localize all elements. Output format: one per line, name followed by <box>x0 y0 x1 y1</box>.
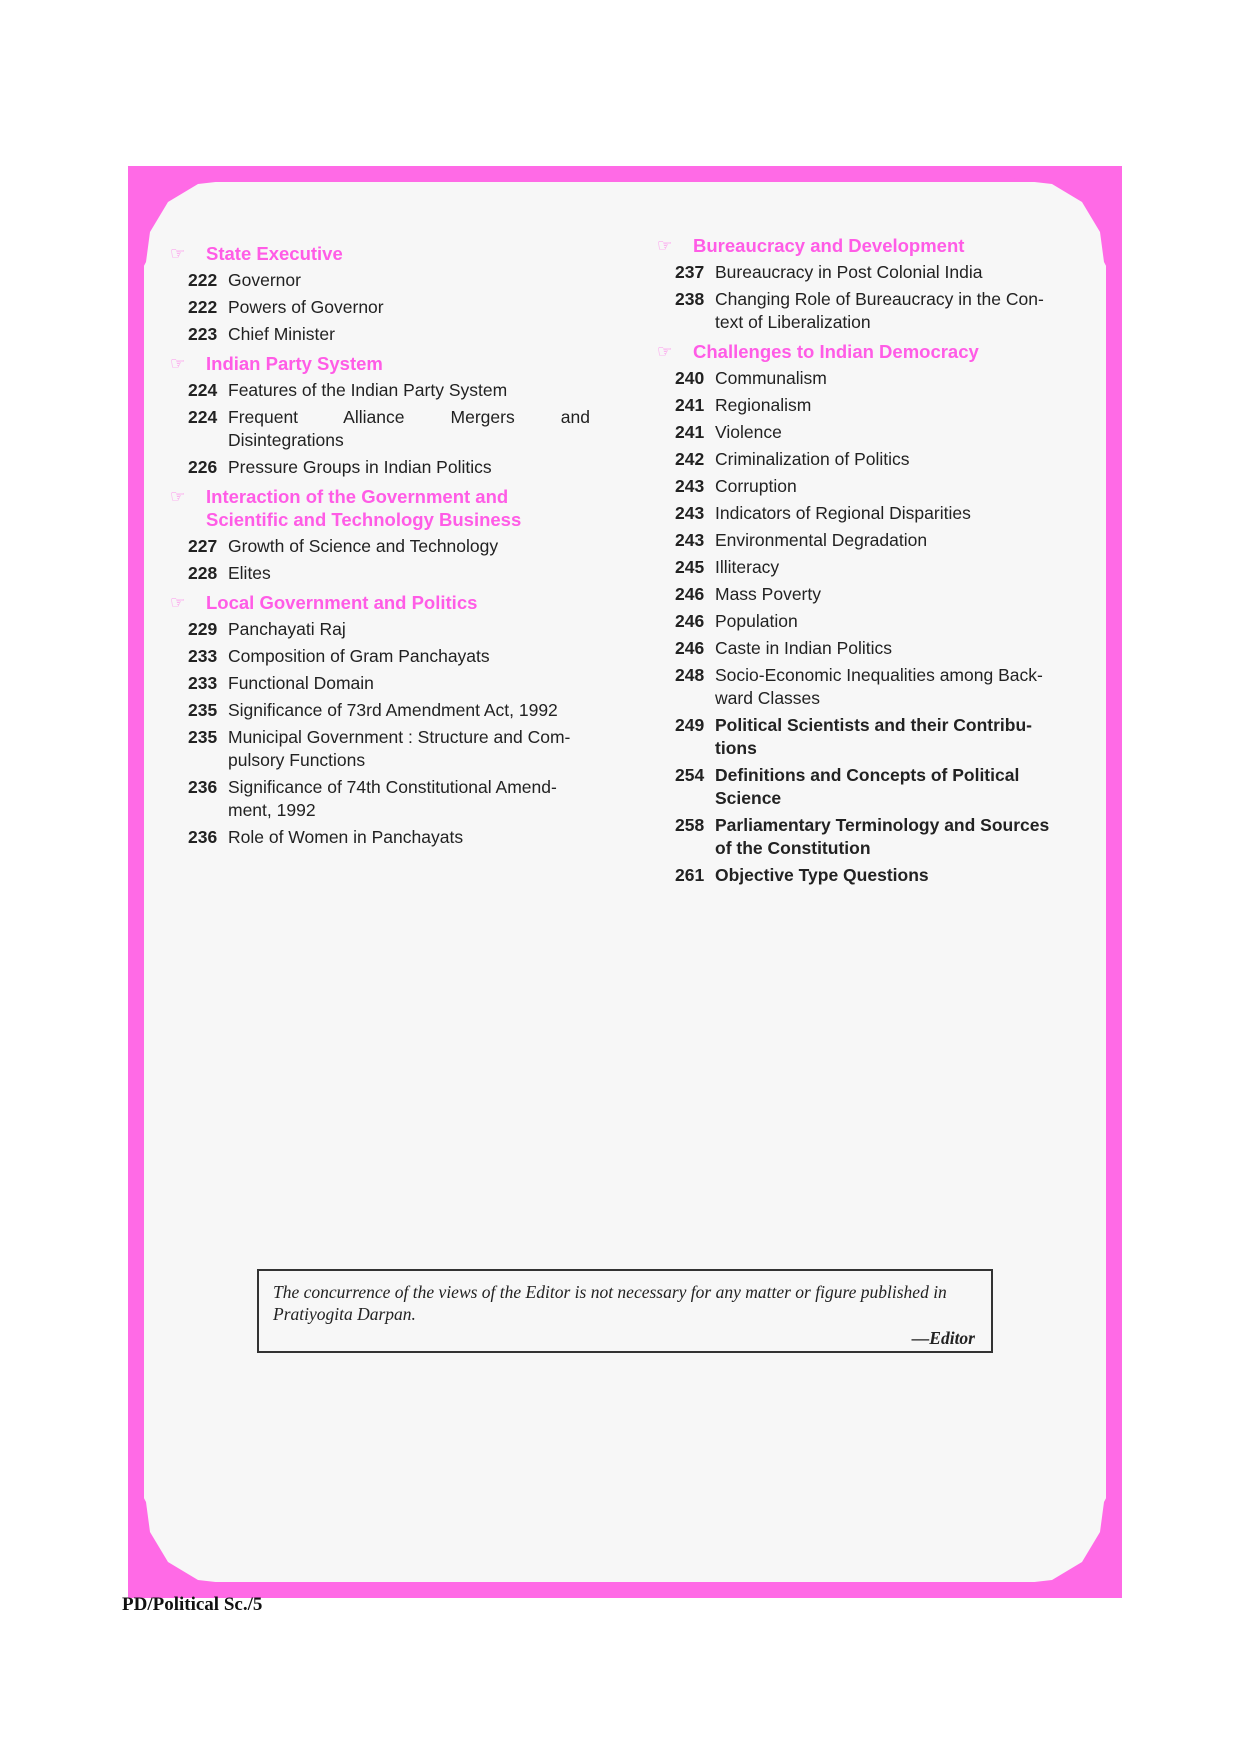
toc-entry[interactable] <box>675 502 1069 525</box>
toc-entry[interactable] <box>675 288 1069 334</box>
editor-signature: —Editor <box>911 1328 975 1348</box>
toc-section-heading[interactable] <box>657 234 1069 257</box>
editor-notice-text: The concurrence of the views of the Editor is not necessary for any matter or figure published in Pratiyogita Darpan. <box>273 1282 947 1324</box>
toc-page-number: 241 <box>675 422 705 442</box>
toc-entry-title: Regionalism <box>715 395 812 415</box>
toc-section-title: Bureaucracy and Development <box>693 235 965 256</box>
toc-page-number: 238 <box>675 289 705 309</box>
toc-entry-title: Violence <box>715 422 782 442</box>
pointing-hand-icon: ☞ <box>657 236 673 255</box>
toc-entry[interactable] <box>188 699 590 722</box>
toc-entry-title: Governor <box>228 270 301 290</box>
pointing-hand-icon: ☞ <box>170 593 186 612</box>
toc-entry-title: Significance of 73rd Amendment Act, 1992 <box>228 700 558 720</box>
toc-page-number: 227 <box>188 536 218 556</box>
toc-entry[interactable] <box>675 664 1069 710</box>
toc-entry[interactable] <box>188 296 590 319</box>
toc-entry-title: Composition of Gram Panchayats <box>228 646 490 666</box>
toc-entry-title: Indicators of Regional Disparities <box>715 503 971 523</box>
toc-page-number: 243 <box>675 530 705 550</box>
toc-page-number: 248 <box>675 665 705 685</box>
toc-entry-title: Chief Minister <box>228 324 335 344</box>
corner-ornament-bottom-left <box>128 1468 258 1598</box>
toc-entry[interactable] <box>188 456 590 479</box>
toc-entry[interactable] <box>675 529 1069 552</box>
toc-entry-title: Mass Poverty <box>715 584 821 604</box>
toc-entry-title: Role of Women in Panchayats <box>228 827 464 847</box>
toc-page-number: 246 <box>675 611 705 631</box>
toc-entry-title: Environmental Degradation <box>715 530 928 550</box>
toc-page-number: 245 <box>675 557 705 577</box>
toc-entry[interactable] <box>675 610 1069 633</box>
toc-page-number: 242 <box>675 449 705 469</box>
toc-entry-title: Significance of 74th Constitutional Amend-ment, 1992 <box>228 777 557 820</box>
toc-entry-title: Criminalization of Politics <box>715 449 910 469</box>
toc-entry-title: Municipal Government : Structure and Com-pulsory Functions <box>228 727 571 770</box>
toc-page-number: 233 <box>188 646 218 666</box>
toc-entry[interactable] <box>188 645 590 668</box>
toc-page-number: 240 <box>675 368 705 388</box>
toc-page-number: 237 <box>675 262 705 282</box>
toc-entry-title-line2: Disintegrations <box>228 430 344 450</box>
toc-section-title: Interaction of the Government and Scientific and Technology Business <box>206 486 522 530</box>
toc-entry[interactable] <box>675 394 1069 417</box>
toc-page-number: 261 <box>675 865 705 885</box>
toc-entry[interactable] <box>675 261 1069 284</box>
toc-entry[interactable] <box>188 323 590 346</box>
toc-section-title: Indian Party System <box>206 353 383 374</box>
toc-page-number: 233 <box>188 673 218 693</box>
toc-entry[interactable] <box>188 726 590 772</box>
pointing-hand-icon: ☞ <box>170 354 186 373</box>
toc-page-number: 222 <box>188 297 218 317</box>
toc-section-title: Local Government and Politics <box>206 592 478 613</box>
toc-entry-title: Powers of Governor <box>228 297 384 317</box>
toc-page-number: 236 <box>188 777 218 797</box>
toc-page-number: 246 <box>675 638 705 658</box>
toc-entry[interactable] <box>675 764 1069 810</box>
toc-entry-title: Panchayati Raj <box>228 619 346 639</box>
toc-entry-title <box>228 406 590 452</box>
toc-page-number: 249 <box>675 715 705 735</box>
toc-entry-title: Bureaucracy in Post Colonial India <box>715 262 983 282</box>
toc-section-title: Challenges to Indian Democracy <box>693 341 979 362</box>
toc-page-number: 254 <box>675 765 705 785</box>
toc-page-number: 224 <box>188 407 218 427</box>
toc-page-number: 229 <box>188 619 218 639</box>
toc-entry-title: Illiteracy <box>715 557 780 577</box>
toc-entry[interactable] <box>188 562 590 585</box>
toc-entry[interactable] <box>675 475 1069 498</box>
toc-page-number: 228 <box>188 563 218 583</box>
toc-entry-title: Political Scientists and their Contribu-tions <box>715 715 1032 758</box>
toc-page-number: 243 <box>675 503 705 523</box>
toc-entry-title: Objective Type Questions <box>715 865 929 885</box>
toc-section-heading[interactable] <box>170 485 590 531</box>
editor-notice-box <box>257 1269 993 1353</box>
page-footer-code: PD/Political Sc./5 <box>122 1594 263 1615</box>
pointing-hand-icon: ☞ <box>170 244 186 263</box>
toc-section-title: State Executive <box>206 243 343 264</box>
toc-entry[interactable] <box>188 406 590 452</box>
toc-entry[interactable] <box>675 814 1069 860</box>
toc-section-heading[interactable] <box>657 340 1069 363</box>
toc-entry-title: Communalism <box>715 368 827 388</box>
toc-page-number: 258 <box>675 815 705 835</box>
toc-page-number: 222 <box>188 270 218 290</box>
toc-page-number: 243 <box>675 476 705 496</box>
toc-right-column <box>657 228 1069 891</box>
toc-entry-title: Pressure Groups in Indian Politics <box>228 457 492 477</box>
pointing-hand-icon: ☞ <box>657 342 673 361</box>
toc-entry[interactable] <box>188 672 590 695</box>
toc-entry-title: Caste in Indian Politics <box>715 638 893 658</box>
toc-entry[interactable] <box>675 637 1069 660</box>
corner-ornament-bottom-right <box>992 1468 1122 1598</box>
toc-entry-title: Functional Domain <box>228 673 374 693</box>
toc-entry-title: Features of the Indian Party System <box>228 380 508 400</box>
toc-page-number: 246 <box>675 584 705 604</box>
toc-entry[interactable] <box>188 535 590 558</box>
toc-entry[interactable] <box>675 864 1069 887</box>
toc-page-number: 235 <box>188 727 218 747</box>
toc-section-heading[interactable] <box>170 352 590 375</box>
toc-entry-title: Population <box>715 611 798 631</box>
toc-entry-title: Changing Role of Bureaucracy in the Con-text of Liberalization <box>715 289 1044 332</box>
toc-entry-title: Socio-Economic Inequalities among Back-ward Classes <box>715 665 1043 708</box>
toc-page-number: 223 <box>188 324 218 344</box>
toc-entry[interactable] <box>188 379 590 402</box>
toc-page-number: 235 <box>188 700 218 720</box>
toc-entry-title: Growth of Science and Technology <box>228 536 499 556</box>
toc-entry[interactable] <box>188 776 590 822</box>
toc-entry[interactable] <box>675 367 1069 390</box>
toc-page-number: 224 <box>188 380 218 400</box>
toc-left-column <box>170 236 590 853</box>
toc-entry[interactable] <box>188 618 590 641</box>
toc-entry-title: Definitions and Concepts of Political Science <box>715 765 1020 808</box>
toc-entry[interactable] <box>675 421 1069 444</box>
toc-entry-title: Corruption <box>715 476 797 496</box>
toc-entry[interactable] <box>188 269 590 292</box>
toc-entry[interactable] <box>188 826 590 849</box>
toc-page-number: 226 <box>188 457 218 477</box>
toc-entry-title: Parliamentary Terminology and Sources of the Constitution <box>715 815 1050 858</box>
toc-page-number: 241 <box>675 395 705 415</box>
toc-section-heading[interactable] <box>170 242 590 265</box>
toc-section-heading[interactable] <box>170 591 590 614</box>
toc-entry-title: Elites <box>228 563 271 583</box>
toc-page-number: 236 <box>188 827 218 847</box>
toc-entry-title-line1: Frequent Alliance Mergers and <box>228 407 590 427</box>
toc-entry[interactable] <box>675 448 1069 471</box>
pointing-hand-icon: ☞ <box>170 487 186 506</box>
toc-entry[interactable] <box>675 556 1069 579</box>
toc-entry[interactable] <box>675 583 1069 606</box>
toc-entry[interactable] <box>675 714 1069 760</box>
